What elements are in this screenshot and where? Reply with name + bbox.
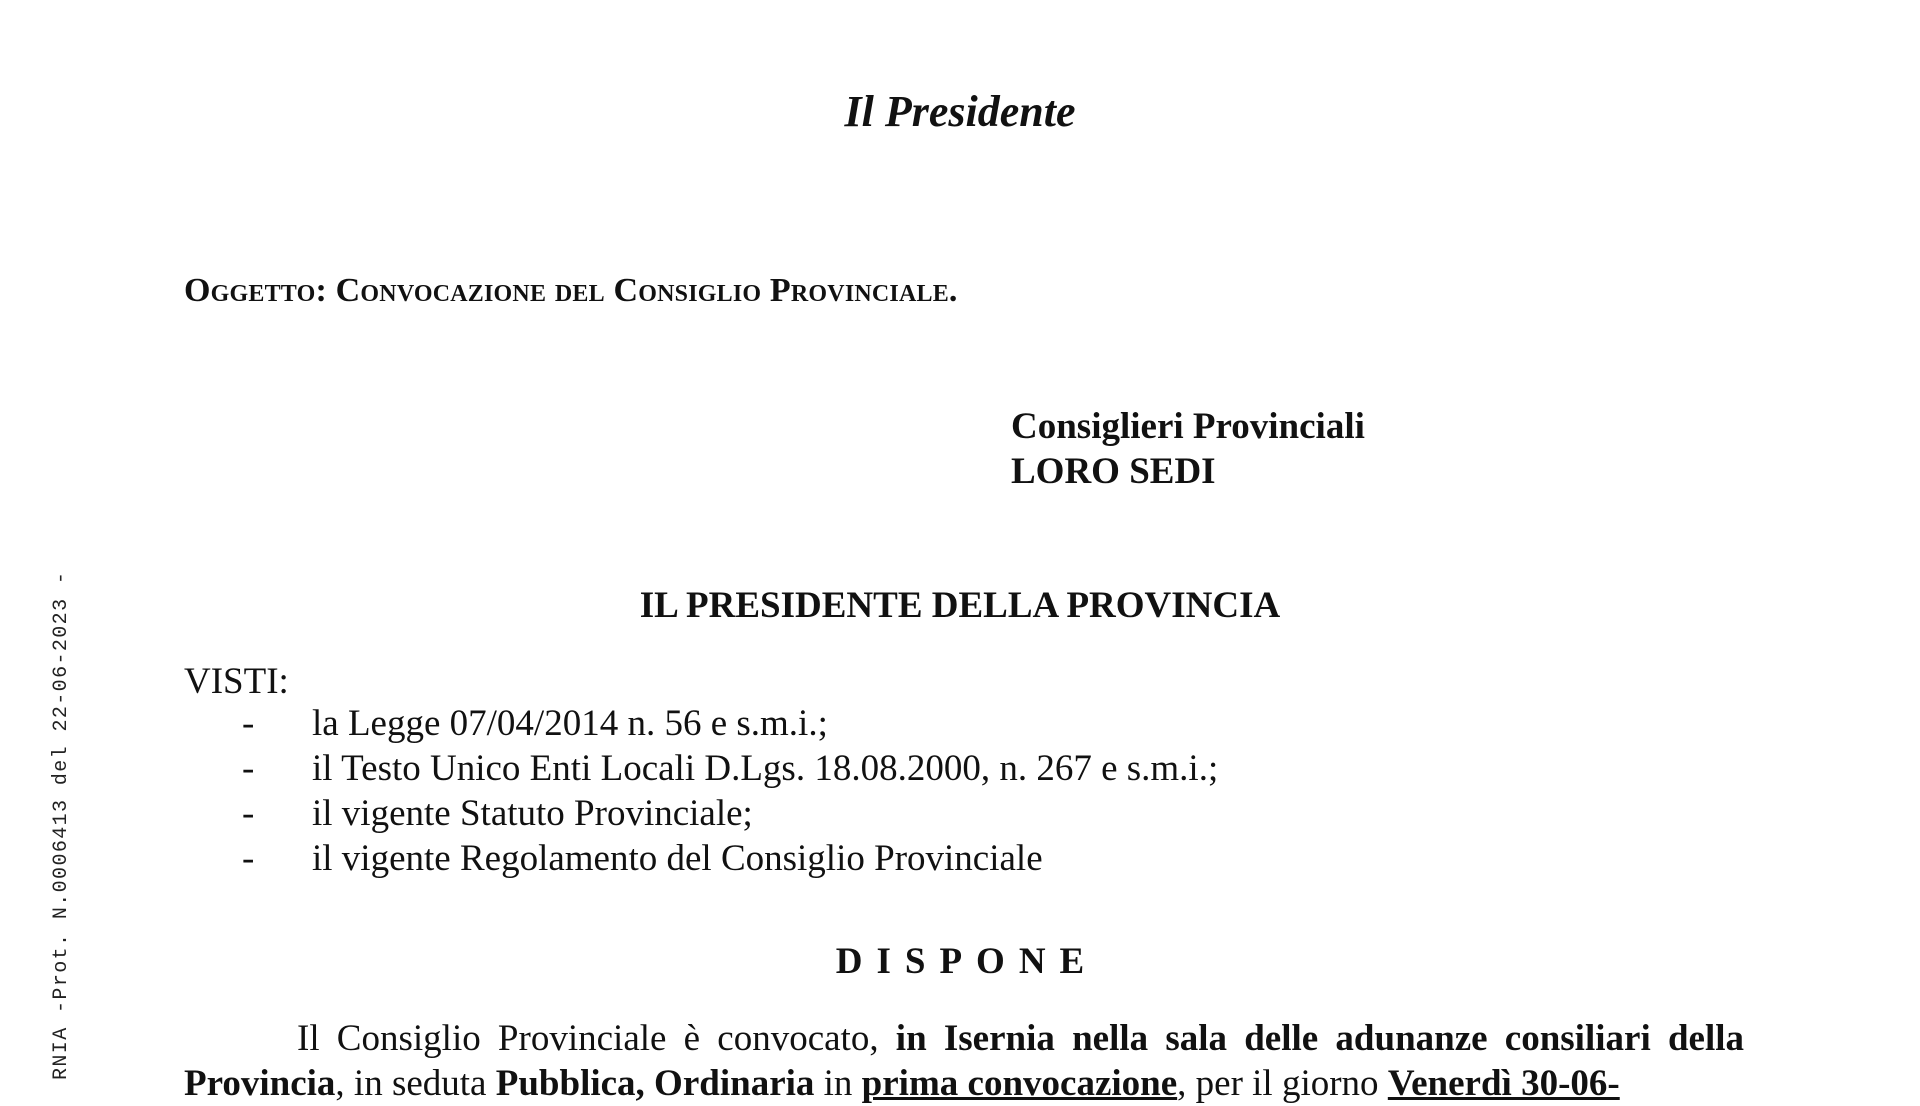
paragraph-text: , per il giorno [1177,1063,1388,1104]
recipients-block [1011,404,1365,494]
paragraph-session-type: Pubblica, Ordinaria [495,1063,815,1104]
paragraph-text: Il Consiglio Provinciale è convocato, [297,1018,896,1059]
list-item-text: il vigente Regolamento del Consiglio Provinciale [312,838,1043,879]
body-heading: IL PRESIDENTE DELLA PROVINCIA [639,585,1281,626]
list-item-text: il Testo Unico Enti Locali D.Lgs. 18.08.2000, n. 267 e s.m.i.; [312,748,1219,789]
protocol-stamp-prefix: RNIA - [50,999,73,1080]
paragraph-convocation: prima convocazione [861,1063,1178,1104]
paragraph-text: in [814,1063,862,1104]
list-bullet: - [242,748,255,789]
president-heading: Il Presidente [844,87,1076,136]
paragraph-location: in Isernia nella sala delle adunanze consiliari della Provincia [184,1018,1744,1104]
dispone-heading: DISPONE [835,941,1099,982]
recipients-line-1: Consiglieri Provinciali [1011,406,1365,447]
convocation-paragraph [184,1016,1744,1106]
list-item-text: il vigente Statuto Provinciale; [312,793,753,834]
recipients-line-2: LORO SEDI [1011,451,1216,492]
list-bullet: - [242,793,255,834]
protocol-stamp-text: Prot. N.0006413 del 22-06-2023 - [50,570,73,1000]
visti-label: VISTI: [184,661,289,702]
paragraph-text: , in seduta [335,1063,496,1104]
list-bullet: - [242,703,255,744]
list-item-text: la Legge 07/04/2014 n. 56 e s.m.i.; [312,703,828,744]
protocol-stamp [50,571,73,1080]
subject-line: Oggetto: Convocazione del Consiglio Provinciale. [184,272,958,309]
paragraph-date: Venerdì 30-06- [1387,1063,1620,1104]
list-bullet: - [242,838,255,879]
